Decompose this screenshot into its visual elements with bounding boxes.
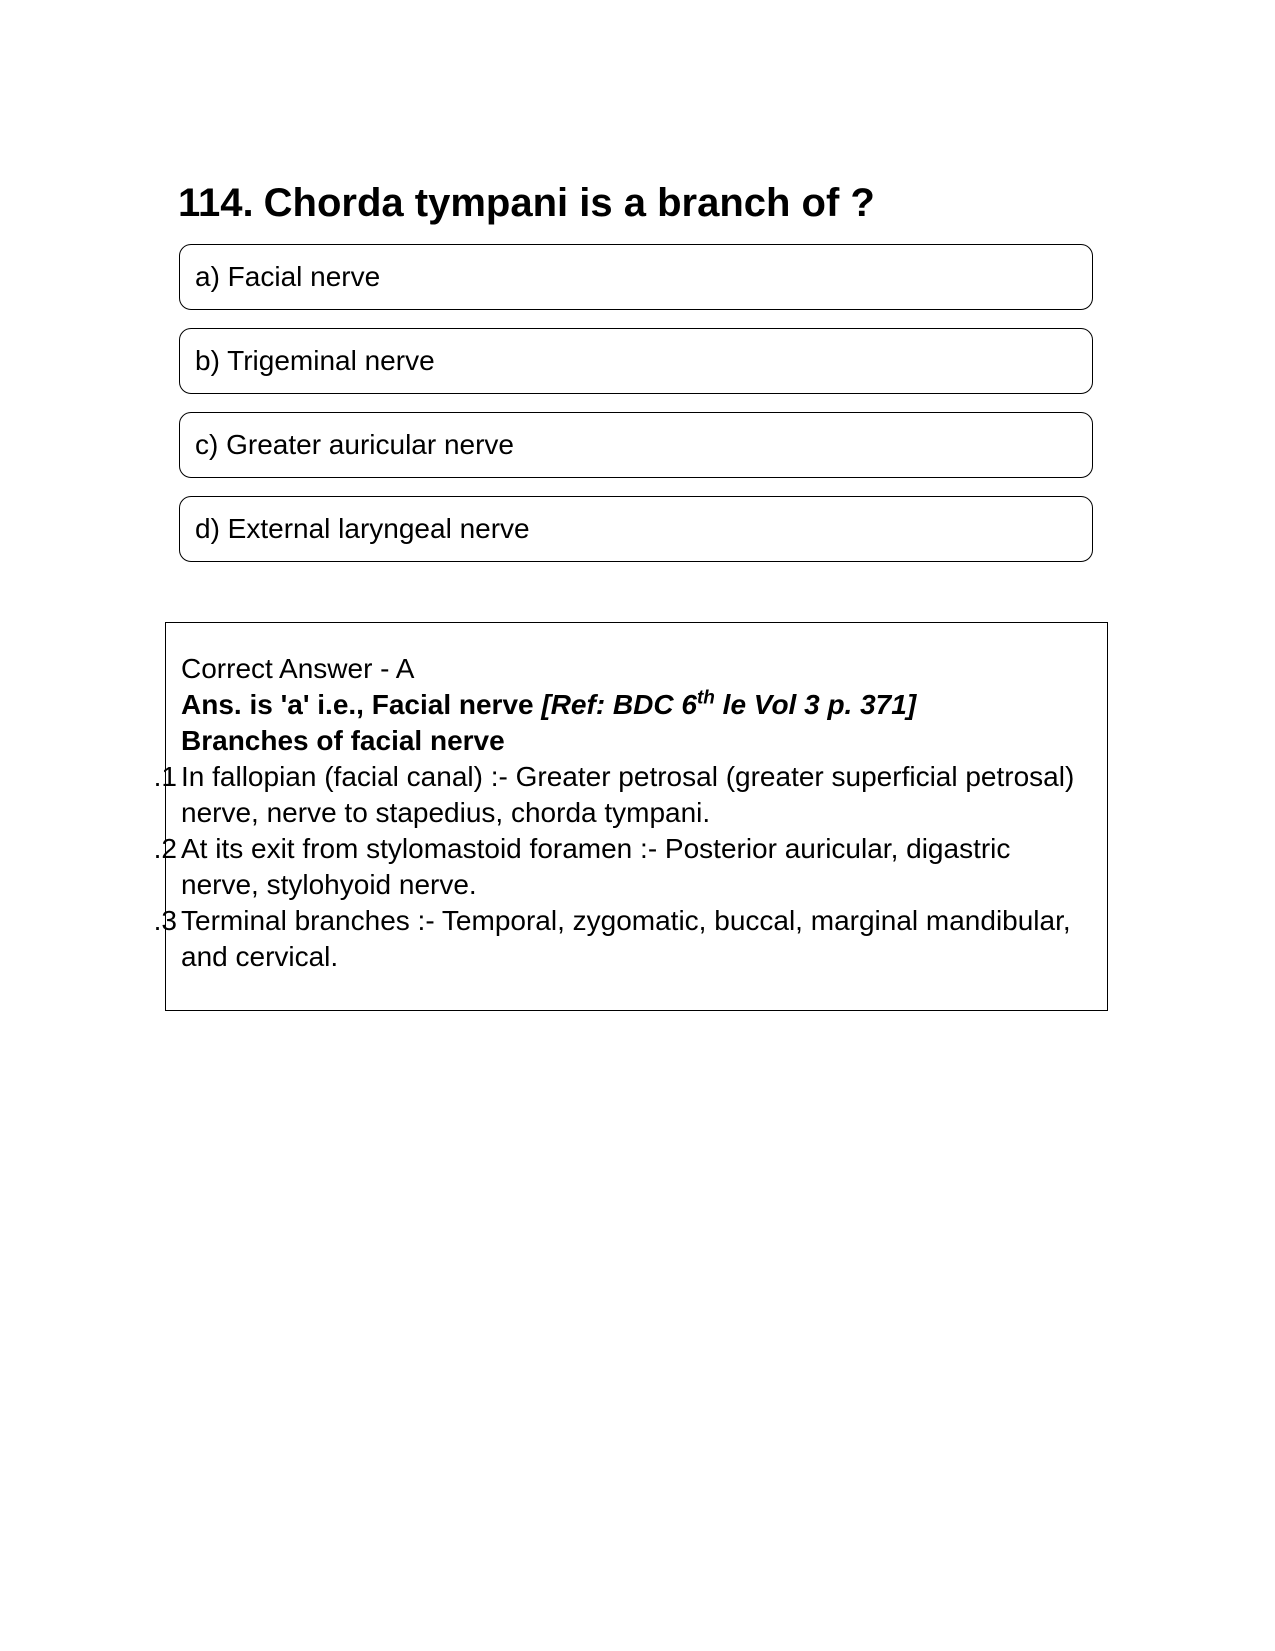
ref-pre: [Ref: BDC 6 bbox=[541, 689, 697, 720]
list-item bbox=[153, 903, 1081, 975]
answer-reference bbox=[541, 689, 916, 720]
ref-sup: th bbox=[696, 687, 715, 709]
branch-text: In fallopian (facial canal) :- Greater petrosal (greater superficial petrosal) nerve, nerve to stapedius, chorda tympani. bbox=[181, 761, 1075, 828]
branch-number: 1. bbox=[153, 761, 177, 792]
list-item bbox=[153, 759, 1081, 831]
ref-post: le Vol 3 p. 371] bbox=[714, 689, 917, 720]
option-d-label: d) External laryngeal nerve bbox=[195, 513, 530, 544]
answer-explanation bbox=[181, 687, 1081, 723]
correct-answer: Correct Answer - A bbox=[181, 653, 415, 684]
option-a[interactable] bbox=[179, 244, 1093, 310]
branches-heading: Branches of facial nerve bbox=[181, 725, 505, 756]
question-text: Chorda tympani is a branch of ? bbox=[263, 181, 875, 225]
option-d[interactable] bbox=[179, 496, 1093, 562]
answer-prefix: Ans. is 'a' i.e., Facial nerve bbox=[181, 689, 534, 720]
option-b[interactable] bbox=[179, 328, 1093, 394]
option-b-label: b) Trigeminal nerve bbox=[195, 345, 435, 376]
branch-text: At its exit from stylomastoid foramen :- Posterior auricular, digastric nerve, stylohyoid nerve. bbox=[181, 833, 1011, 900]
option-c-label: c) Greater auricular nerve bbox=[195, 429, 515, 460]
branch-number: 2. bbox=[153, 833, 177, 864]
option-c[interactable] bbox=[179, 412, 1093, 478]
branch-text: Terminal branches :- Temporal, zygomatic, buccal, marginal mandibular, and cervical. bbox=[181, 905, 1071, 972]
option-a-label: a) Facial nerve bbox=[195, 261, 381, 292]
answer-content bbox=[153, 651, 1081, 975]
question-number: 114. bbox=[178, 181, 254, 225]
branch-number: 3. bbox=[153, 905, 177, 936]
branches-list bbox=[153, 759, 1081, 975]
question-title bbox=[178, 178, 1098, 228]
list-item bbox=[153, 831, 1081, 903]
